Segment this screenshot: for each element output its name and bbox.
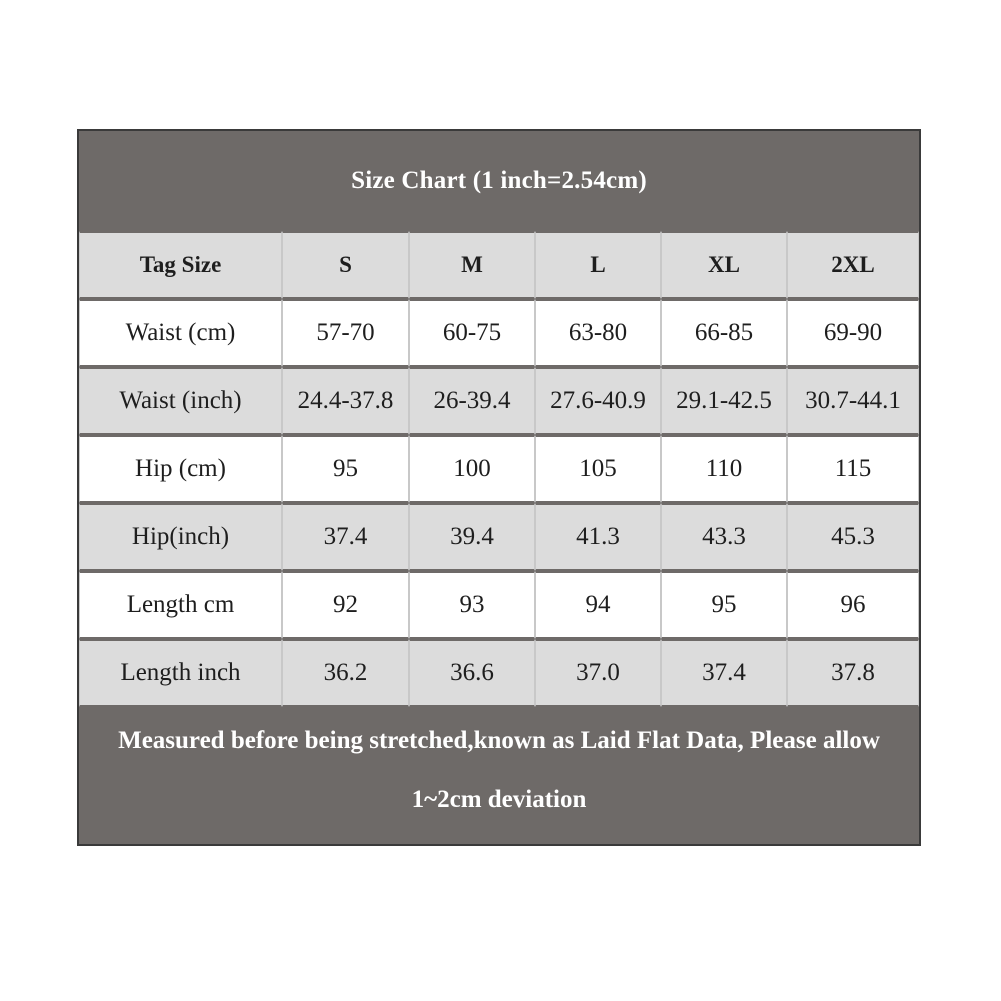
- size-table: [79, 231, 919, 707]
- table-cell: 94: [535, 571, 661, 639]
- table-cell: 29.1-42.5: [661, 367, 787, 435]
- table-cell: 69-90: [787, 299, 919, 367]
- table-cell: 93: [409, 571, 535, 639]
- row-label: Waist (inch): [79, 367, 282, 435]
- size-chart: [77, 129, 921, 846]
- row-label: Hip(inch): [79, 503, 282, 571]
- header-cell-tag-size: Tag Size: [79, 231, 282, 299]
- table-cell: 66-85: [661, 299, 787, 367]
- table-cell: 45.3: [787, 503, 919, 571]
- table-cell: 37.8: [787, 639, 919, 707]
- table-cell: 95: [282, 435, 409, 503]
- table-cell: 37.4: [661, 639, 787, 707]
- table-cell: 24.4-37.8: [282, 367, 409, 435]
- header-cell-m: M: [409, 231, 535, 299]
- table-cell: 26-39.4: [409, 367, 535, 435]
- table-cell: 43.3: [661, 503, 787, 571]
- table-cell: 36.6: [409, 639, 535, 707]
- table-cell: 105: [535, 435, 661, 503]
- row-label: Length inch: [79, 639, 282, 707]
- table-cell: 37.4: [282, 503, 409, 571]
- table-cell: 30.7-44.1: [787, 367, 919, 435]
- table-cell: 96: [787, 571, 919, 639]
- table-cell: 41.3: [535, 503, 661, 571]
- table-cell: 27.6-40.9: [535, 367, 661, 435]
- row-label: Length cm: [79, 571, 282, 639]
- header-cell-2xl: 2XL: [787, 231, 919, 299]
- table-cell: 60-75: [409, 299, 535, 367]
- row-label: Hip (cm): [79, 435, 282, 503]
- note-line-1: Measured before being stretched,known as Laid Flat Data, Please allow: [118, 727, 880, 754]
- table-cell: 37.0: [535, 639, 661, 707]
- size-chart-note: [79, 707, 919, 844]
- table-cell: 36.2: [282, 639, 409, 707]
- table-cell: 115: [787, 435, 919, 503]
- table-cell: 92: [282, 571, 409, 639]
- row-label: Waist (cm): [79, 299, 282, 367]
- table-cell: 100: [409, 435, 535, 503]
- size-chart-title: Size Chart (1 inch=2.54cm): [351, 167, 647, 194]
- header-cell-s: S: [282, 231, 409, 299]
- table-cell: 57-70: [282, 299, 409, 367]
- table-cell: 95: [661, 571, 787, 639]
- table-cell: 63-80: [535, 299, 661, 367]
- header-cell-xl: XL: [661, 231, 787, 299]
- header-cell-l: L: [535, 231, 661, 299]
- table-cell: 39.4: [409, 503, 535, 571]
- table-cell: 110: [661, 435, 787, 503]
- note-line-2: 1~2cm deviation: [411, 786, 587, 813]
